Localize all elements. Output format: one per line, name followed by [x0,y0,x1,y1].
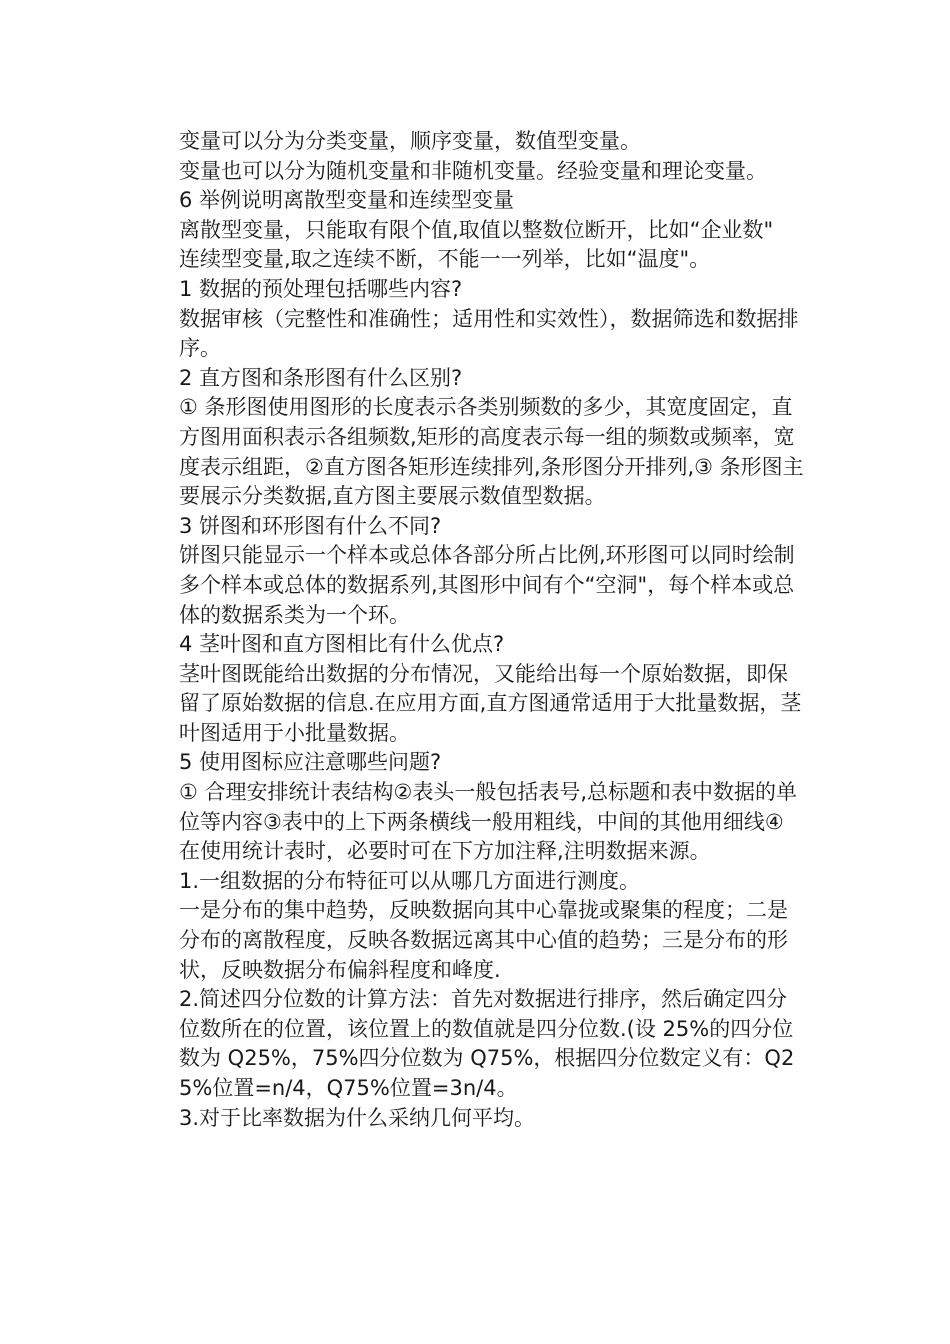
question-5-tables: 5 使用图标应注意哪些问题? [179,750,442,775]
document-body [179,127,804,1133]
question-2-histogram: 2 直方图和条形图有什么区别? [179,365,463,390]
paragraph-continuous: 连续型变量,取之连续不断，不能一一列举，比如“温度"。 [179,247,711,272]
answer-5-tables: ① 合理安排统计表结构②表头一般包括表号,总标题和表中数据的单位等内容③表中的上下两条横线一般用粗线，中间的其他用细线④在使用统计表时，必要时可在下方加注释,注明数据来源。 [179,780,798,864]
question-distribution: 1.一组数据的分布特征可以从哪几方面进行测度。 [179,868,641,893]
answer-1-preprocessing: 数据审核（完整性和准确性；适用性和实效性），数据筛选和数据排序。 [179,306,799,361]
paragraph-quartile: 2.简述四分位数的计算方法：首先对数据进行排序，然后确定四分位数所在的位置，该位置上的数值就是四分位数.(设 25%的四分位数为 Q25%，75%四分位数为 Q75%，根据四分位数定义有：Q25%位置=n/4，Q75%位置=3n/4。 [179,987,795,1100]
question-3-pie: 3 饼图和环形图有什么不同? [179,513,442,538]
question-4-stemleaf: 4 茎叶图和直方图相比有什么优点? [179,632,505,657]
question-6: 6 举例说明离散型变量和连续型变量 [179,188,515,213]
answer-distribution: 一是分布的集中趋势，反映数据向其中心靠拢或聚集的程度；二是分布的离散程度，反映各数据远离其中心值的趋势；三是分布的形状，反映数据分布偏斜程度和峰度. [179,898,788,982]
question-geometric-mean: 3.对于比率数据为什么采纳几何平均。 [179,1105,536,1130]
answer-2-histogram: ① 条形图使用图形的长度表示各类别频数的多少，其宽度固定，直方图用面积表示各组频数,矩形的高度表示每一组的频数或频率，宽度表示组距，②直方图各矩形连续排列,条形图分开排列,③ 条形图主要展示分类数据,直方图主要展示数值型数据。 [179,395,804,509]
question-1-preprocessing: 1 数据的预处理包括哪些内容? [179,276,463,301]
paragraph-variable-random: 变量也可以分为随机变量和非随机变量。经验变量和理论变量。 [179,158,767,183]
answer-3-pie: 饼图只能显示一个样本或总体各部分所占比例,环形图可以同时绘制多个样本或总体的数据系列,其图形中间有个“空洞"，每个样本或总体的数据系类为一个环。 [179,543,795,627]
paragraph-discrete: 离散型变量，只能取有限个值,取值以整数位断开，比如“企业数" [179,217,774,242]
answer-4-stemleaf: 茎叶图既能给出数据的分布情况，又能给出每一个原始数据，即保留了原始数据的信息.在应用方面,直方图通常适用于大批量数据，茎叶图适用于小批量数据。 [179,661,802,745]
paragraph-variable-types: 变量可以分为分类变量，顺序变量，数值型变量。 [179,129,641,153]
